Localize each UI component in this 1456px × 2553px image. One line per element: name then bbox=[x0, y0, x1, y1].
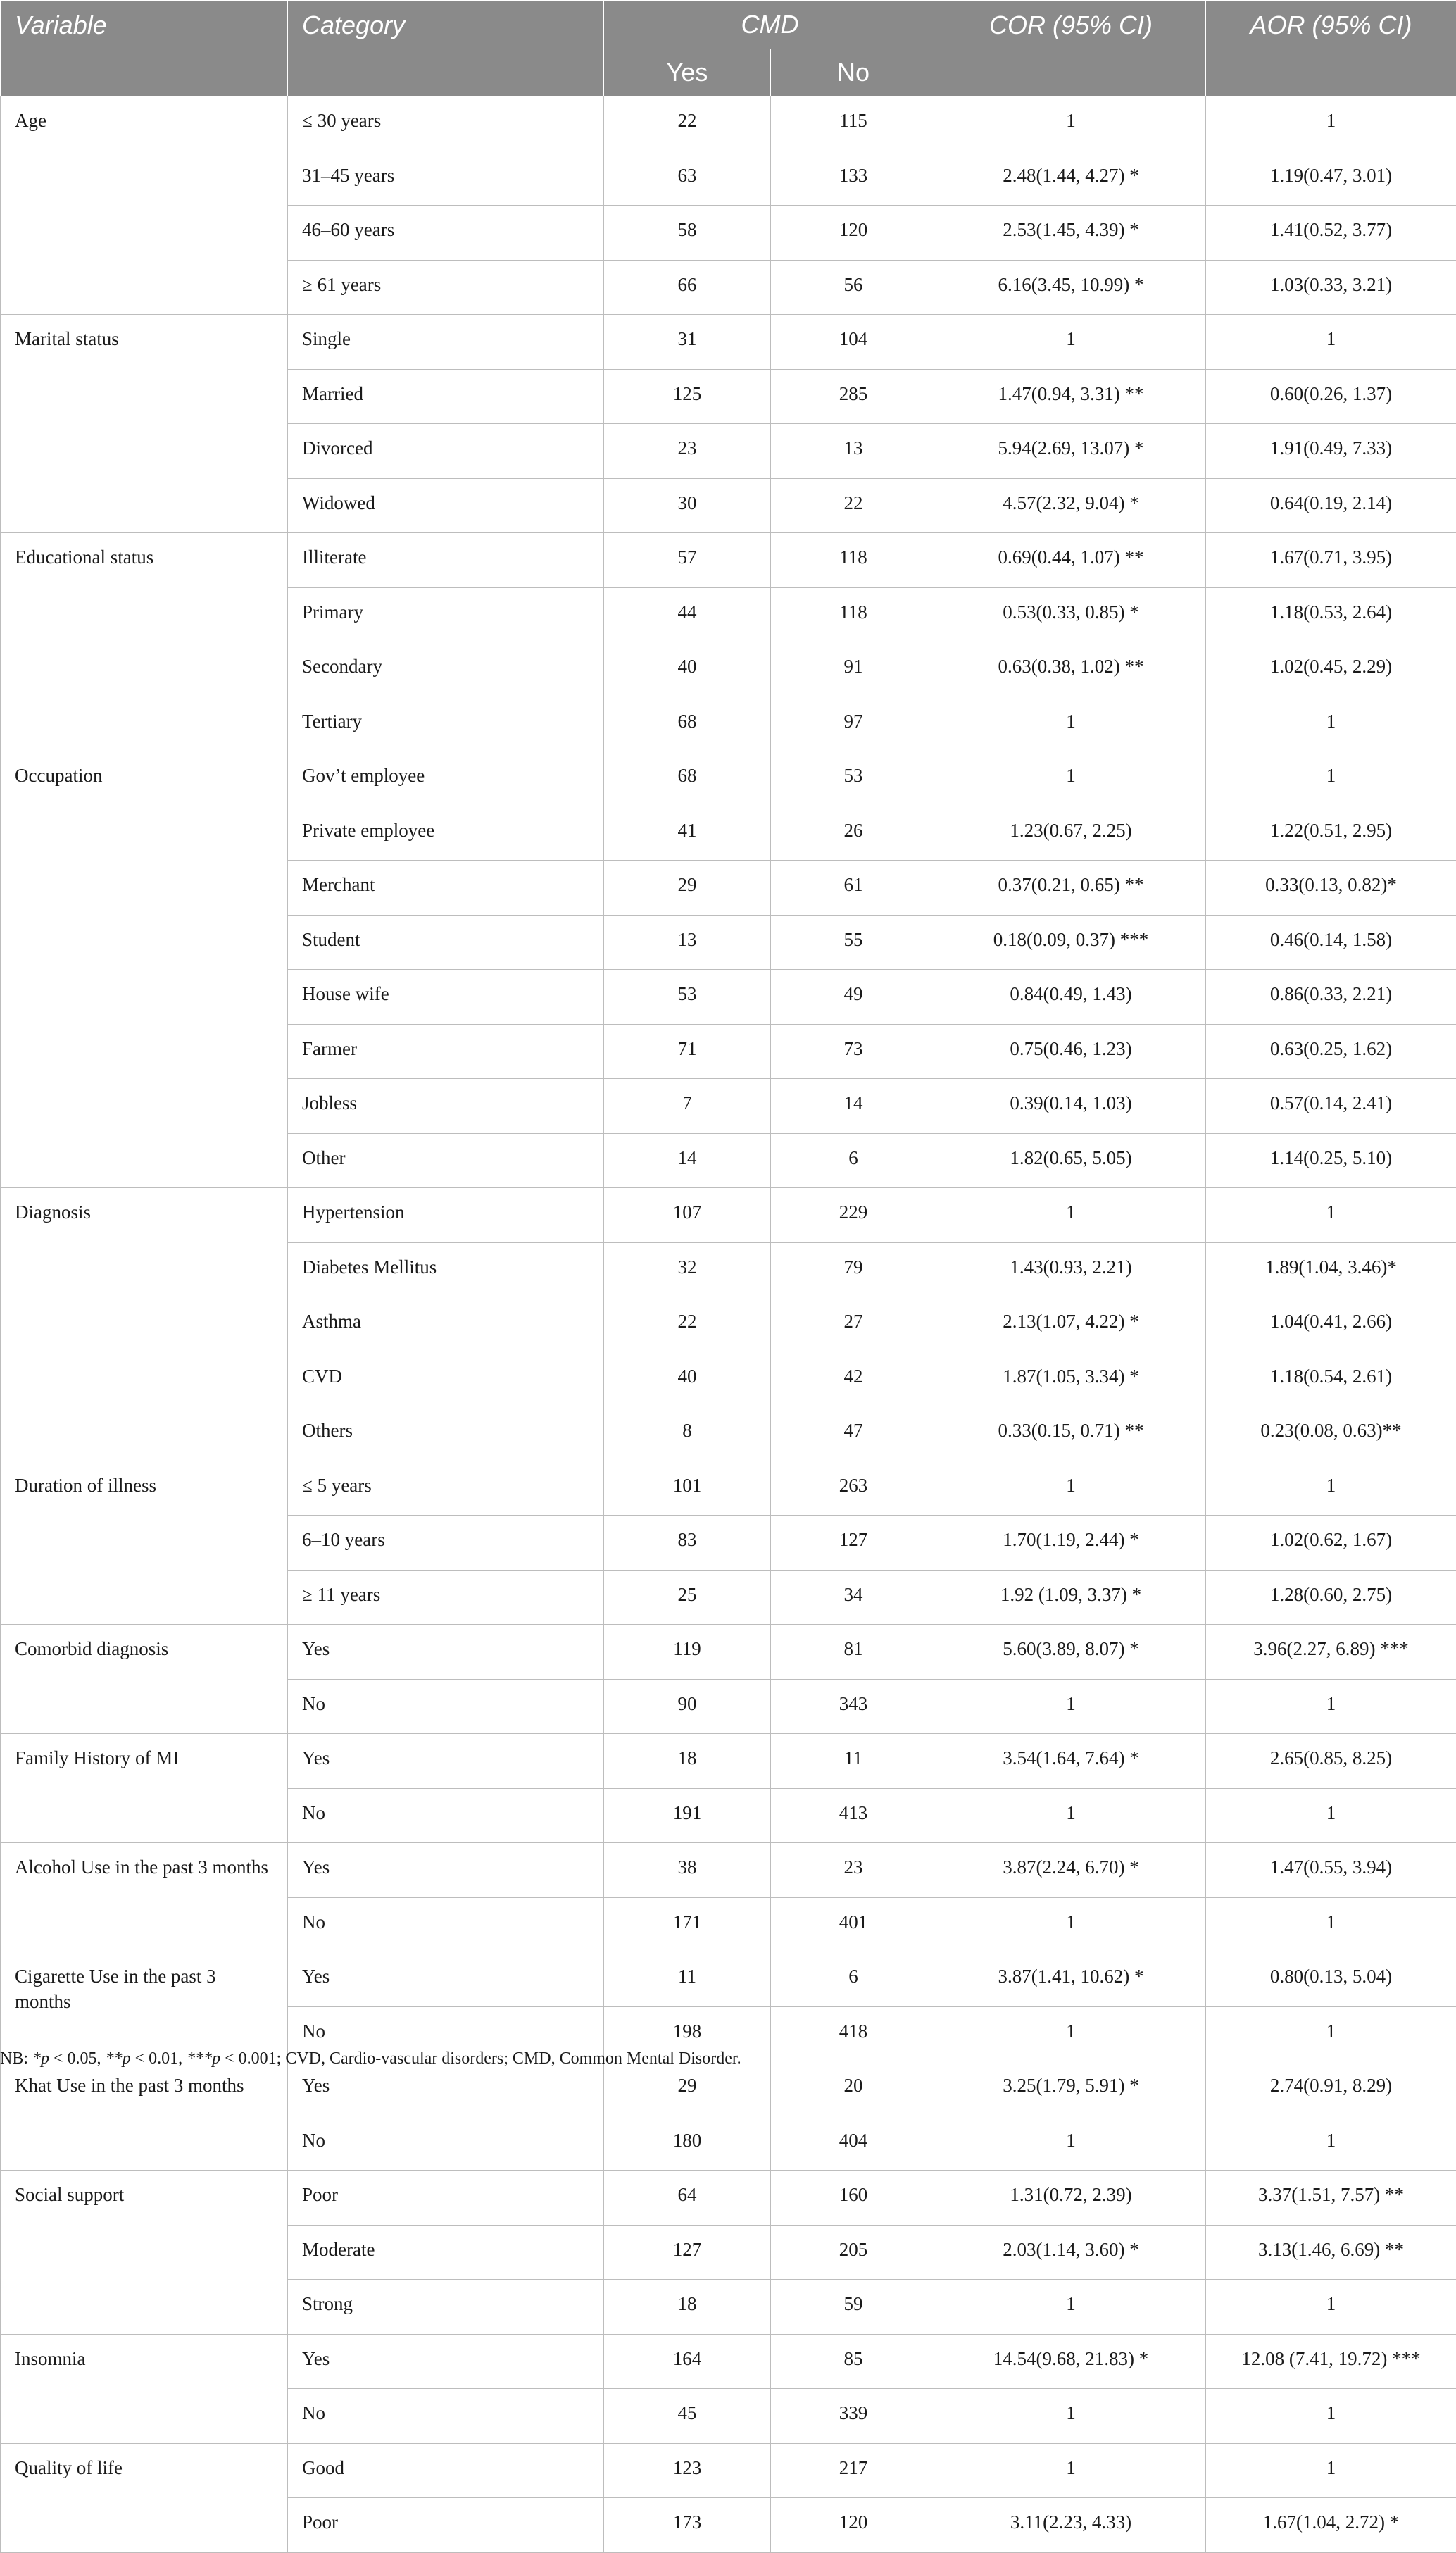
aor-cell: 1.19(0.47, 3.01) bbox=[1206, 151, 1456, 206]
aor-cell: 3.37(1.51, 7.57) ** bbox=[1206, 2171, 1456, 2226]
cor-cell: 14.54(9.68, 21.83) * bbox=[936, 2334, 1206, 2389]
aor-cell: 1.47(0.55, 3.94) bbox=[1206, 1843, 1456, 1898]
cmd-no-cell: 49 bbox=[771, 970, 936, 1025]
category-cell: Tertiary bbox=[288, 697, 604, 751]
footnote-t1: < 0.05, bbox=[49, 2049, 106, 2068]
category-cell: Widowed bbox=[288, 478, 604, 533]
category-cell: Gov’t employee bbox=[288, 751, 604, 806]
cmd-no-cell: 6 bbox=[771, 1952, 936, 2007]
footnote-p1: *p bbox=[32, 2049, 49, 2068]
aor-cell: 1 bbox=[1206, 697, 1456, 751]
cmd-yes-cell: 164 bbox=[604, 2334, 771, 2389]
cmd-yes-cell: 127 bbox=[604, 2225, 771, 2280]
category-cell: Hypertension bbox=[288, 1188, 604, 1243]
variable-cell: Marital status bbox=[1, 315, 288, 533]
cmd-yes-cell: 57 bbox=[604, 533, 771, 588]
cmd-yes-cell: 63 bbox=[604, 151, 771, 206]
aor-cell: 0.86(0.33, 2.21) bbox=[1206, 970, 1456, 1025]
category-cell: No bbox=[288, 1897, 604, 1952]
cmd-yes-cell: 83 bbox=[604, 1516, 771, 1571]
cor-cell: 6.16(3.45, 10.99) * bbox=[936, 260, 1206, 315]
cor-cell: 0.69(0.44, 1.07) ** bbox=[936, 533, 1206, 588]
cmd-yes-cell: 23 bbox=[604, 424, 771, 479]
cor-cell: 0.63(0.38, 1.02) ** bbox=[936, 642, 1206, 697]
aor-cell: 1 bbox=[1206, 2006, 1456, 2061]
category-cell: Yes bbox=[288, 2334, 604, 2389]
cmd-no-cell: 6 bbox=[771, 1133, 936, 1188]
category-cell: Primary bbox=[288, 587, 604, 642]
cmd-yes-cell: 90 bbox=[604, 1679, 771, 1734]
aor-cell: 1.02(0.45, 2.29) bbox=[1206, 642, 1456, 697]
footnote-p2: **p bbox=[106, 2049, 131, 2068]
cmd-no-cell: 104 bbox=[771, 315, 936, 370]
aor-cell: 1.18(0.53, 2.64) bbox=[1206, 587, 1456, 642]
cor-cell: 1.43(0.93, 2.21) bbox=[936, 1242, 1206, 1297]
aor-cell: 2.65(0.85, 8.25) bbox=[1206, 1734, 1456, 1789]
cmd-no-cell: 59 bbox=[771, 2280, 936, 2335]
aor-cell: 1.67(0.71, 3.95) bbox=[1206, 533, 1456, 588]
cor-cell: 1.47(0.94, 3.31) ** bbox=[936, 369, 1206, 424]
cor-cell: 3.11(2.23, 4.33) bbox=[936, 2498, 1206, 2553]
cmd-yes-cell: 18 bbox=[604, 1734, 771, 1789]
header-yes: Yes bbox=[604, 49, 771, 96]
variable-cell: Age bbox=[1, 96, 288, 315]
cor-cell: 3.54(1.64, 7.64) * bbox=[936, 1734, 1206, 1789]
aor-cell: 1.41(0.52, 3.77) bbox=[1206, 206, 1456, 261]
category-cell: Yes bbox=[288, 1843, 604, 1898]
cmd-no-cell: 56 bbox=[771, 260, 936, 315]
cor-cell: 2.13(1.07, 4.22) * bbox=[936, 1297, 1206, 1352]
table-row bbox=[1, 315, 1456, 370]
aor-cell: 3.13(1.46, 6.69) ** bbox=[1206, 2225, 1456, 2280]
variable-cell: Social support bbox=[1, 2171, 288, 2335]
cmd-yes-cell: 13 bbox=[604, 915, 771, 970]
cmd-no-cell: 73 bbox=[771, 1024, 936, 1079]
category-cell: Married bbox=[288, 369, 604, 424]
cmd-no-cell: 118 bbox=[771, 533, 936, 588]
cmd-no-cell: 127 bbox=[771, 1516, 936, 1571]
cmd-no-cell: 27 bbox=[771, 1297, 936, 1352]
variable-cell: Occupation bbox=[1, 751, 288, 1188]
aor-cell: 0.23(0.08, 0.63)** bbox=[1206, 1406, 1456, 1461]
category-cell: Yes bbox=[288, 1625, 604, 1680]
aor-cell: 0.80(0.13, 5.04) bbox=[1206, 1952, 1456, 2007]
cmd-yes-cell: 32 bbox=[604, 1242, 771, 1297]
cor-cell: 5.94(2.69, 13.07) * bbox=[936, 424, 1206, 479]
cor-cell: 2.53(1.45, 4.39) * bbox=[936, 206, 1206, 261]
footnote-nb: NB: bbox=[0, 2049, 32, 2068]
cmd-no-cell: 120 bbox=[771, 206, 936, 261]
cmd-yes-cell: 29 bbox=[604, 2061, 771, 2116]
category-cell: No bbox=[288, 2006, 604, 2061]
footnote bbox=[0, 2049, 741, 2068]
category-cell: No bbox=[288, 2116, 604, 2171]
aor-cell: 12.08 (7.41, 19.72) *** bbox=[1206, 2334, 1456, 2389]
cmd-no-cell: 42 bbox=[771, 1352, 936, 1406]
table-row bbox=[1, 1952, 1456, 2007]
aor-cell: 1 bbox=[1206, 2389, 1456, 2444]
cmd-no-cell: 22 bbox=[771, 478, 936, 533]
header-category: Category bbox=[288, 1, 604, 96]
aor-cell: 1.04(0.41, 2.66) bbox=[1206, 1297, 1456, 1352]
cmd-yes-cell: 171 bbox=[604, 1897, 771, 1952]
cor-cell: 0.39(0.14, 1.03) bbox=[936, 1079, 1206, 1134]
cmd-yes-cell: 191 bbox=[604, 1788, 771, 1843]
cor-cell: 1 bbox=[936, 1788, 1206, 1843]
variable-cell: Duration of illness bbox=[1, 1461, 288, 1625]
aor-cell: 1 bbox=[1206, 1788, 1456, 1843]
variable-cell: Diagnosis bbox=[1, 1188, 288, 1461]
cmd-yes-cell: 7 bbox=[604, 1079, 771, 1134]
category-cell: No bbox=[288, 1788, 604, 1843]
category-cell: Yes bbox=[288, 1952, 604, 2007]
category-cell: Yes bbox=[288, 2061, 604, 2116]
cmd-yes-cell: 64 bbox=[604, 2171, 771, 2226]
cor-cell: 3.25(1.79, 5.91) * bbox=[936, 2061, 1206, 2116]
cmd-no-cell: 81 bbox=[771, 1625, 936, 1680]
cmd-yes-cell: 58 bbox=[604, 206, 771, 261]
cor-cell: 1 bbox=[936, 1188, 1206, 1243]
cmd-yes-cell: 180 bbox=[604, 2116, 771, 2171]
variable-cell: Insomnia bbox=[1, 2334, 288, 2443]
aor-cell: 1.28(0.60, 2.75) bbox=[1206, 1570, 1456, 1625]
cor-cell: 1.70(1.19, 2.44) * bbox=[936, 1516, 1206, 1571]
cmd-no-cell: 61 bbox=[771, 861, 936, 916]
category-cell: No bbox=[288, 1679, 604, 1734]
cmd-no-cell: 97 bbox=[771, 697, 936, 751]
cmd-no-cell: 263 bbox=[771, 1461, 936, 1516]
category-cell: Jobless bbox=[288, 1079, 604, 1134]
cor-cell: 1.92 (1.09, 3.37) * bbox=[936, 1570, 1206, 1625]
aor-cell: 0.57(0.14, 2.41) bbox=[1206, 1079, 1456, 1134]
cmd-no-cell: 339 bbox=[771, 2389, 936, 2444]
aor-cell: 1 bbox=[1206, 1461, 1456, 1516]
cor-cell: 3.87(2.24, 6.70) * bbox=[936, 1843, 1206, 1898]
cmd-yes-cell: 40 bbox=[604, 1352, 771, 1406]
table-row bbox=[1, 96, 1456, 151]
aor-cell: 1 bbox=[1206, 751, 1456, 806]
category-cell: Student bbox=[288, 915, 604, 970]
cor-cell: 1 bbox=[936, 1897, 1206, 1952]
cmd-yes-cell: 31 bbox=[604, 315, 771, 370]
aor-cell: 1 bbox=[1206, 315, 1456, 370]
aor-cell: 0.63(0.25, 1.62) bbox=[1206, 1024, 1456, 1079]
cmd-yes-cell: 40 bbox=[604, 642, 771, 697]
cmd-yes-cell: 22 bbox=[604, 1297, 771, 1352]
aor-cell: 0.64(0.19, 2.14) bbox=[1206, 478, 1456, 533]
aor-cell: 1.02(0.62, 1.67) bbox=[1206, 1516, 1456, 1571]
cmd-yes-cell: 38 bbox=[604, 1843, 771, 1898]
category-cell: Single bbox=[288, 315, 604, 370]
aor-cell: 0.46(0.14, 1.58) bbox=[1206, 915, 1456, 970]
cor-cell: 1 bbox=[936, 751, 1206, 806]
category-cell: 46–60 years bbox=[288, 206, 604, 261]
header-no: No bbox=[771, 49, 936, 96]
category-cell: Private employee bbox=[288, 806, 604, 861]
cmd-yes-cell: 53 bbox=[604, 970, 771, 1025]
cmd-yes-cell: 71 bbox=[604, 1024, 771, 1079]
cmd-yes-cell: 68 bbox=[604, 751, 771, 806]
cmd-yes-cell: 198 bbox=[604, 2006, 771, 2061]
category-cell: Divorced bbox=[288, 424, 604, 479]
cmd-no-cell: 418 bbox=[771, 2006, 936, 2061]
cmd-no-cell: 79 bbox=[771, 1242, 936, 1297]
variable-cell: Cigarette Use in the past 3 months bbox=[1, 1952, 288, 2061]
variable-cell: Alcohol Use in the past 3 months bbox=[1, 1843, 288, 1952]
cmd-no-cell: 229 bbox=[771, 1188, 936, 1243]
cor-cell: 2.48(1.44, 4.27) * bbox=[936, 151, 1206, 206]
cmd-no-cell: 404 bbox=[771, 2116, 936, 2171]
category-cell: Others bbox=[288, 1406, 604, 1461]
table-row bbox=[1, 1461, 1456, 1516]
cor-cell: 4.57(2.32, 9.04) * bbox=[936, 478, 1206, 533]
cmd-yes-cell: 101 bbox=[604, 1461, 771, 1516]
cor-cell: 1 bbox=[936, 2389, 1206, 2444]
cmd-yes-cell: 41 bbox=[604, 806, 771, 861]
cmd-no-cell: 55 bbox=[771, 915, 936, 970]
aor-cell: 0.60(0.26, 1.37) bbox=[1206, 369, 1456, 424]
cmd-no-cell: 160 bbox=[771, 2171, 936, 2226]
aor-cell: 1 bbox=[1206, 1679, 1456, 1734]
cmd-no-cell: 343 bbox=[771, 1679, 936, 1734]
table-row bbox=[1, 2443, 1456, 2498]
cmd-no-cell: 13 bbox=[771, 424, 936, 479]
cor-cell: 1 bbox=[936, 315, 1206, 370]
cor-cell: 1 bbox=[936, 1461, 1206, 1516]
cor-cell: 1 bbox=[936, 697, 1206, 751]
cmd-yes-cell: 30 bbox=[604, 478, 771, 533]
cor-cell: 1 bbox=[936, 1679, 1206, 1734]
cmd-yes-cell: 119 bbox=[604, 1625, 771, 1680]
cmd-no-cell: 115 bbox=[771, 96, 936, 151]
table-row bbox=[1, 1188, 1456, 1243]
cor-cell: 1.23(0.67, 2.25) bbox=[936, 806, 1206, 861]
cor-cell: 1 bbox=[936, 2280, 1206, 2335]
cmd-no-cell: 20 bbox=[771, 2061, 936, 2116]
cmd-yes-cell: 173 bbox=[604, 2498, 771, 2553]
cmd-no-cell: 133 bbox=[771, 151, 936, 206]
cmd-yes-cell: 123 bbox=[604, 2443, 771, 2498]
table-row bbox=[1, 1734, 1456, 1789]
cor-cell: 5.60(3.89, 8.07) * bbox=[936, 1625, 1206, 1680]
cor-cell: 0.53(0.33, 0.85) * bbox=[936, 587, 1206, 642]
cmd-yes-cell: 44 bbox=[604, 587, 771, 642]
footnote-t3: < 0.001; CVD, Cardio-vascular disorders; CMD, Common Mental Disorder. bbox=[220, 2049, 741, 2068]
aor-cell: 2.74(0.91, 8.29) bbox=[1206, 2061, 1456, 2116]
table-row bbox=[1, 751, 1456, 806]
table-row bbox=[1, 2061, 1456, 2116]
variable-cell: Family History of MI bbox=[1, 1734, 288, 1843]
category-cell: No bbox=[288, 2389, 604, 2444]
cmd-yes-cell: 11 bbox=[604, 1952, 771, 2007]
cmd-yes-cell: 14 bbox=[604, 1133, 771, 1188]
cor-cell: 1.82(0.65, 5.05) bbox=[936, 1133, 1206, 1188]
cmd-no-cell: 205 bbox=[771, 2225, 936, 2280]
aor-cell: 1.89(1.04, 3.46)* bbox=[1206, 1242, 1456, 1297]
category-cell: Merchant bbox=[288, 861, 604, 916]
cmd-yes-cell: 18 bbox=[604, 2280, 771, 2335]
category-cell: ≤ 5 years bbox=[288, 1461, 604, 1516]
footnote-p3: ***p bbox=[187, 2049, 220, 2068]
cmd-no-cell: 401 bbox=[771, 1897, 936, 1952]
category-cell: Strong bbox=[288, 2280, 604, 2335]
aor-cell: 1.14(0.25, 5.10) bbox=[1206, 1133, 1456, 1188]
aor-cell: 1.03(0.33, 3.21) bbox=[1206, 260, 1456, 315]
category-cell: Other bbox=[288, 1133, 604, 1188]
cmd-no-cell: 85 bbox=[771, 2334, 936, 2389]
category-cell: Asthma bbox=[288, 1297, 604, 1352]
table-body bbox=[1, 96, 1456, 2553]
variable-cell: Educational status bbox=[1, 533, 288, 751]
header-variable: Variable bbox=[1, 1, 288, 96]
cmd-yes-cell: 8 bbox=[604, 1406, 771, 1461]
cmd-yes-cell: 29 bbox=[604, 861, 771, 916]
category-cell: Good bbox=[288, 2443, 604, 2498]
category-cell: ≤ 30 years bbox=[288, 96, 604, 151]
aor-cell: 1.18(0.54, 2.61) bbox=[1206, 1352, 1456, 1406]
cmd-no-cell: 53 bbox=[771, 751, 936, 806]
cor-cell: 1.31(0.72, 2.39) bbox=[936, 2171, 1206, 2226]
cmd-yes-cell: 22 bbox=[604, 96, 771, 151]
aor-cell: 1.22(0.51, 2.95) bbox=[1206, 806, 1456, 861]
category-cell: 6–10 years bbox=[288, 1516, 604, 1571]
aor-cell: 1 bbox=[1206, 1188, 1456, 1243]
cor-cell: 0.18(0.09, 0.37) *** bbox=[936, 915, 1206, 970]
cmd-no-cell: 285 bbox=[771, 369, 936, 424]
footnote-t2: < 0.01, bbox=[131, 2049, 187, 2068]
category-cell: Farmer bbox=[288, 1024, 604, 1079]
aor-cell: 1 bbox=[1206, 2280, 1456, 2335]
cmd-no-cell: 118 bbox=[771, 587, 936, 642]
cmd-yes-cell: 45 bbox=[604, 2389, 771, 2444]
category-cell: Poor bbox=[288, 2498, 604, 2553]
aor-cell: 1 bbox=[1206, 2116, 1456, 2171]
aor-cell: 0.33(0.13, 0.82)* bbox=[1206, 861, 1456, 916]
variable-cell: Quality of life bbox=[1, 2443, 288, 2552]
cor-cell: 0.84(0.49, 1.43) bbox=[936, 970, 1206, 1025]
category-cell: House wife bbox=[288, 970, 604, 1025]
cmd-yes-cell: 25 bbox=[604, 1570, 771, 1625]
variable-cell: Comorbid diagnosis bbox=[1, 1625, 288, 1734]
cor-cell: 0.37(0.21, 0.65) ** bbox=[936, 861, 1206, 916]
category-cell: ≥ 11 years bbox=[288, 1570, 604, 1625]
category-cell: Secondary bbox=[288, 642, 604, 697]
category-cell: Illiterate bbox=[288, 533, 604, 588]
cor-cell: 0.75(0.46, 1.23) bbox=[936, 1024, 1206, 1079]
table-row bbox=[1, 533, 1456, 588]
cmd-no-cell: 47 bbox=[771, 1406, 936, 1461]
aor-cell: 1 bbox=[1206, 1897, 1456, 1952]
category-cell: ≥ 61 years bbox=[288, 260, 604, 315]
cmd-no-cell: 217 bbox=[771, 2443, 936, 2498]
cor-cell: 1 bbox=[936, 2443, 1206, 2498]
cmd-yes-cell: 125 bbox=[604, 369, 771, 424]
cmd-yes-cell: 66 bbox=[604, 260, 771, 315]
aor-cell: 1.91(0.49, 7.33) bbox=[1206, 424, 1456, 479]
cor-cell: 0.33(0.15, 0.71) ** bbox=[936, 1406, 1206, 1461]
table-row bbox=[1, 1843, 1456, 1898]
category-cell: Moderate bbox=[288, 2225, 604, 2280]
cmd-no-cell: 14 bbox=[771, 1079, 936, 1134]
aor-cell: 1 bbox=[1206, 96, 1456, 151]
aor-cell: 1 bbox=[1206, 2443, 1456, 2498]
cmd-no-cell: 26 bbox=[771, 806, 936, 861]
category-cell: Poor bbox=[288, 2171, 604, 2226]
cor-cell: 2.03(1.14, 3.60) * bbox=[936, 2225, 1206, 2280]
category-cell: 31–45 years bbox=[288, 151, 604, 206]
header-aor: AOR (95% CI) bbox=[1206, 1, 1456, 96]
cmd-no-cell: 11 bbox=[771, 1734, 936, 1789]
category-cell: Yes bbox=[288, 1734, 604, 1789]
variable-cell: Khat Use in the past 3 months bbox=[1, 2061, 288, 2171]
cor-cell: 1 bbox=[936, 2116, 1206, 2171]
cor-cell: 3.87(1.41, 10.62) * bbox=[936, 1952, 1206, 2007]
cor-cell: 1 bbox=[936, 96, 1206, 151]
category-cell: Diabetes Mellitus bbox=[288, 1242, 604, 1297]
cmd-no-cell: 23 bbox=[771, 1843, 936, 1898]
cmd-no-cell: 91 bbox=[771, 642, 936, 697]
cmd-yes-cell: 68 bbox=[604, 697, 771, 751]
cor-cell: 1 bbox=[936, 2006, 1206, 2061]
aor-cell: 1.67(1.04, 2.72) * bbox=[1206, 2498, 1456, 2553]
cmd-no-cell: 120 bbox=[771, 2498, 936, 2553]
header-cor: COR (95% CI) bbox=[936, 1, 1206, 96]
cmd-no-cell: 34 bbox=[771, 1570, 936, 1625]
header-cmd: CMD bbox=[604, 1, 936, 49]
table-row bbox=[1, 2334, 1456, 2389]
table-row bbox=[1, 2171, 1456, 2226]
cmd-yes-cell: 107 bbox=[604, 1188, 771, 1243]
table-row bbox=[1, 1625, 1456, 1680]
cor-cell: 1.87(1.05, 3.34) * bbox=[936, 1352, 1206, 1406]
category-cell: CVD bbox=[288, 1352, 604, 1406]
aor-cell: 3.96(2.27, 6.89) *** bbox=[1206, 1625, 1456, 1680]
cmd-no-cell: 413 bbox=[771, 1788, 936, 1843]
